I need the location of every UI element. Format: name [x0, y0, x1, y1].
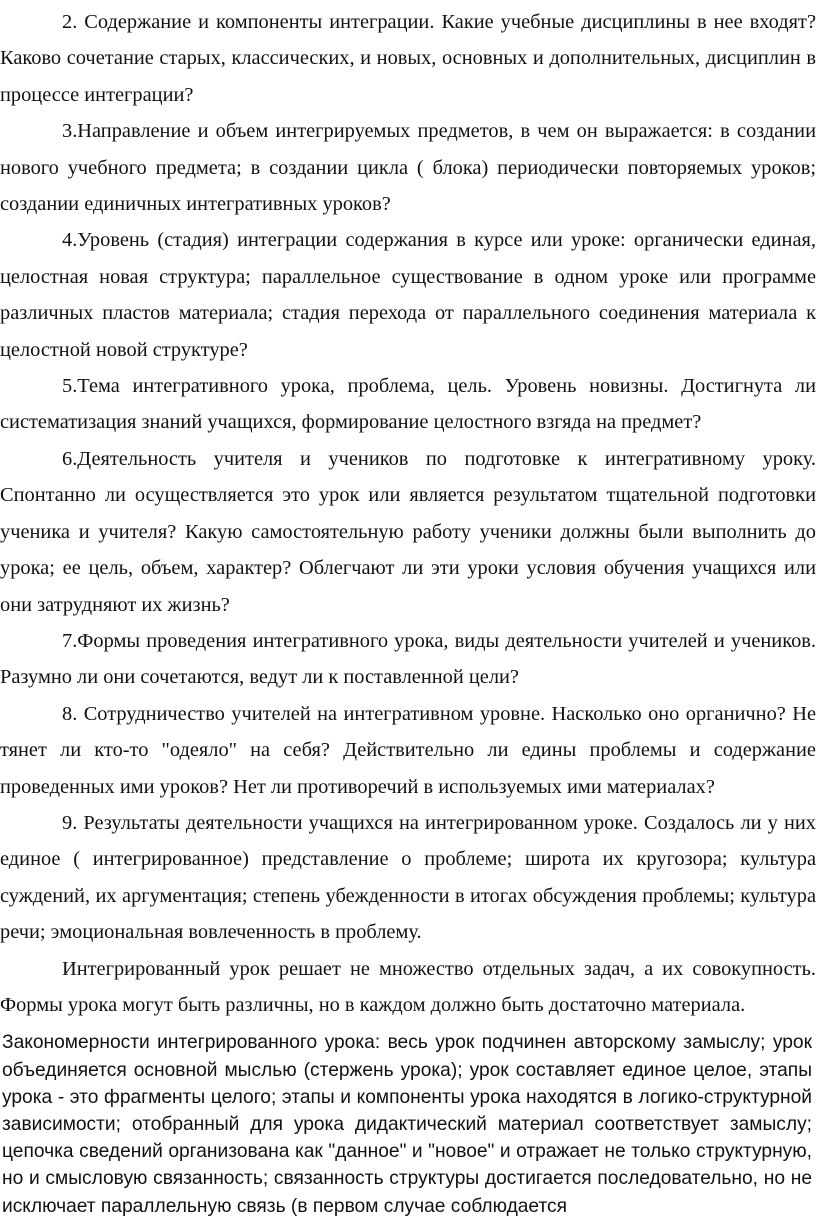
- paragraph-item-6: 6.Деятельность учителя и учеников по подготовке к интегративному уроку. Спонтанно ли осуществляется это урок или является результатом тщательной подготовки ученика и учителя? Какую самостоятельную работу ученики должны были выполнить до урока; ее цель, объем, характер? Облегчают ли эти уроки условия обучения учащихся или они затрудняют их жизнь?: [0, 447, 816, 616]
- paragraph-item-3: 3.Направление и объем интегрируемых предметов, в чем он выражается: в создании нового учебного предмета; в создании цикла ( блока) периодически повторяемых уроков; создании единичных интегративных уроков?: [0, 120, 816, 216]
- question-list: [0, 4, 816, 1023]
- paragraph-item-5: 5.Тема интегративного урока, проблема, цель. Уровень новизны. Достигнута ли систематизация знаний учащихся, формирование целостного взгяда на предмет?: [0, 375, 816, 434]
- paragraph-summary: Интегрированный урок решает не множество отдельных задач, а их совокупность. Формы урока могут быть различны, но в каждом должно быть достаточно материала.: [0, 957, 816, 1016]
- paragraph-item-9: 9. Результаты деятельности учащихся на интегрированном уроке. Создалось ли у них единое ( интегрированное) представление о проблеме; широта их кругозора; культура суждений, их аргументация; степень убежденности в итогах обсуждения проблемы; культура речи; эмоциональная вовлеченность в проблему.: [0, 811, 816, 944]
- paragraph-regularities: Закономерности интегрированного урока: весь урок подчинен авторскому замыслу; урок объединяется основной мыслью (стержень урока); урок составляет единое целое, этапы урока - это фрагменты целого; этапы и компоненты урока находятся в логико-структурной зависимости; отобранный для урока дидактический материал соответствует замыслу; цепочка сведений организована как "данное" и "новое" и отражает не только структурную, но и смысловую связанность; связанность структуры достигается последовательно, но не исключает параллельную связь (в первом случае соблюдается: [2, 1032, 812, 1217]
- regularities-section: [0, 1029, 816, 1219]
- paragraph-item-7: 7.Формы проведения интегративного урока, виды деятельности учителей и учеников. Разумно ли они сочетаются, ведут ли к поставленной цели?: [0, 629, 816, 689]
- paragraph-item-8: 8. Сотрудничество учителей на интегративном уровне. Насколько оно органично? Не тянет ли кто-то "одеяло" на себя? Действительно ли едины проблемы и содержание проведенных ими уроков? Нет ли противоречий в используемых ими материалах?: [0, 702, 816, 798]
- paragraph-item-2: 2. Содержание и компоненты интеграции. Какие учебные дисциплины в нее входят? Каково сочетание старых, классических, и новых, основных и дополнительных, дисциплин в процессе интеграции?: [0, 11, 816, 106]
- paragraph-item-4: 4.Уровень (стадия) интеграции содержания в курсе или уроке: органически единая, целостная новая структура; параллельное существование в одном уроке или программе различных пластов материала; стадия перехода от параллельного соединения материала к целостной новой структуре?: [0, 229, 816, 361]
